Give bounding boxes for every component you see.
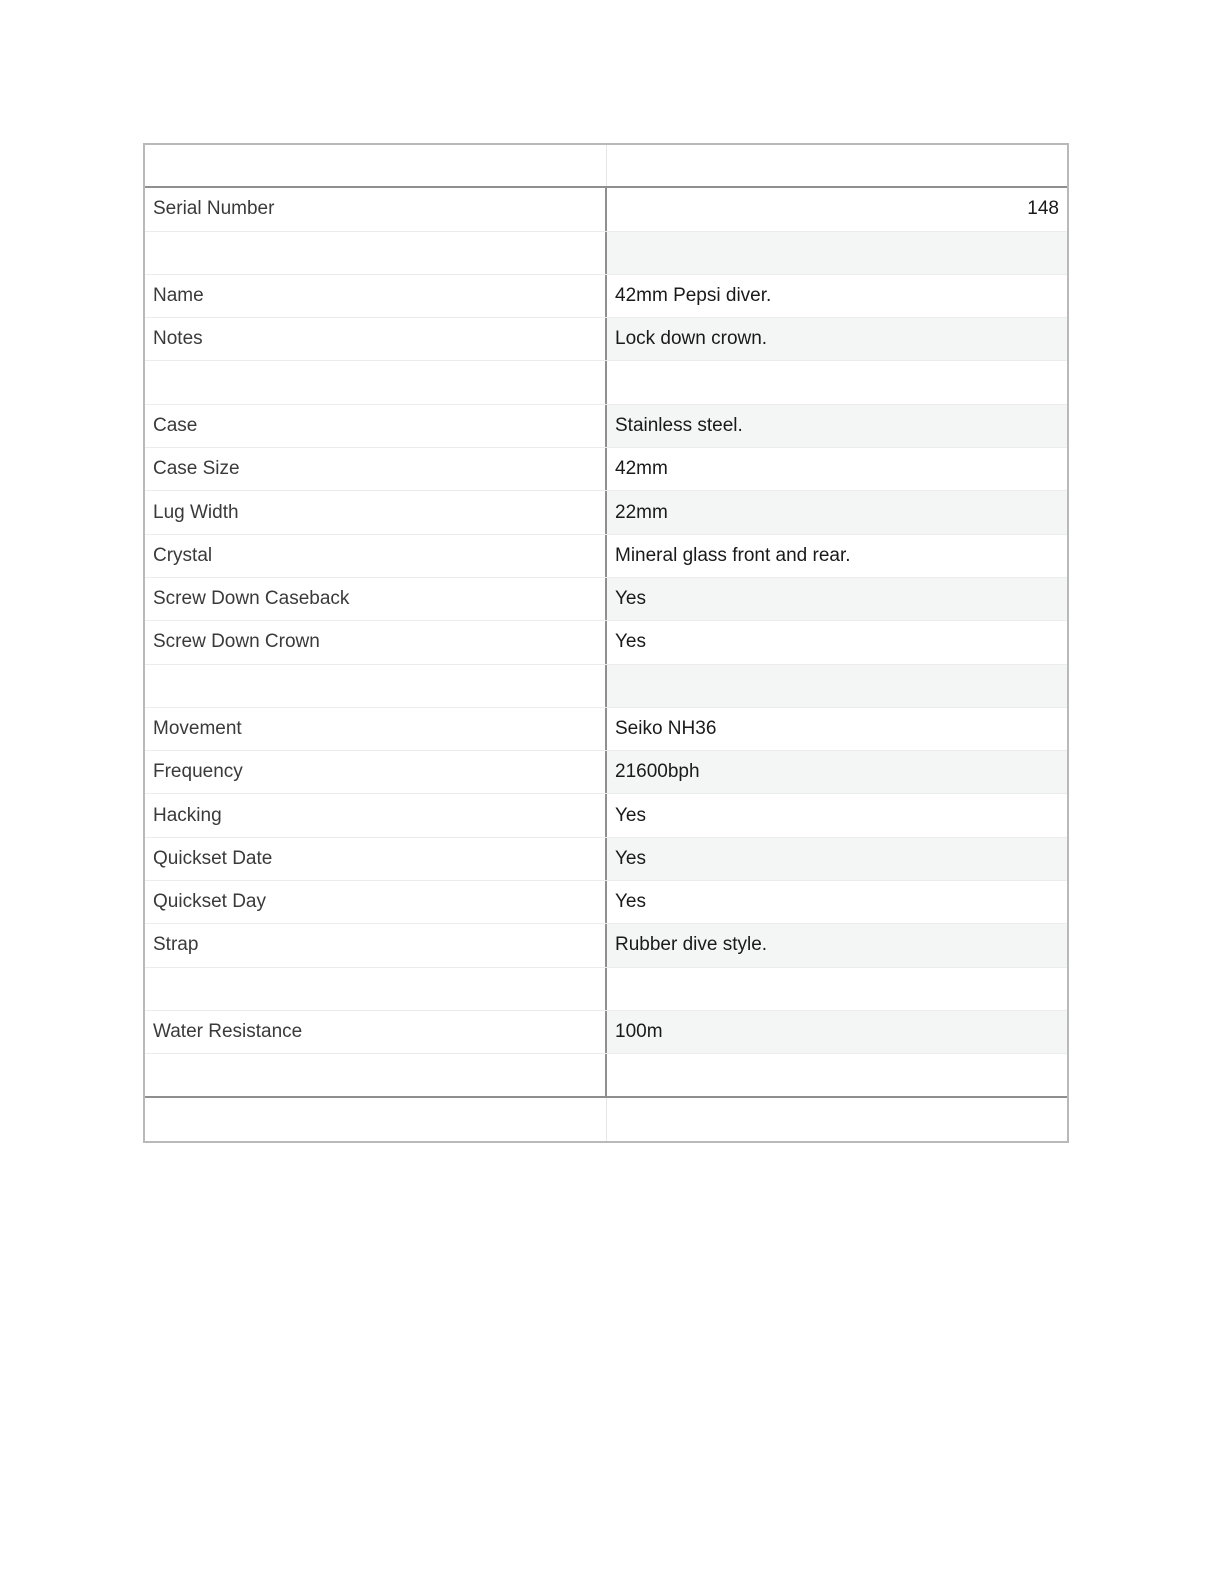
serial-number-label: Serial Number [145,188,607,230]
quickset-date-label: Quickset Date [145,838,607,880]
table-row [145,621,1067,664]
table-row [145,448,1067,491]
watch-spec-table [143,143,1069,1143]
table-row-empty [145,361,1067,404]
table-row [145,881,1067,924]
case-value: Stainless steel. [607,405,1067,447]
name-value: 42mm Pepsi diver. [615,285,772,307]
case-size-value: 42mm [615,458,668,480]
table-row [145,405,1067,448]
table-row-empty [145,968,1067,1011]
screw-down-caseback-label: Screw Down Caseback [145,578,607,620]
hacking-value: Yes [615,804,646,826]
table-footer-row [145,1098,1067,1141]
table-header-row [145,145,1067,188]
header-cell-left [145,145,607,186]
movement-label: Movement [145,708,607,750]
screw-down-crown-value: Yes [615,631,646,653]
lug-width-value: 22mm [607,491,1067,533]
footer-cell-right [607,1098,1067,1141]
water-resistance-value: 100m [607,1011,1067,1053]
table-row [145,794,1067,837]
name-label: Name [145,275,607,317]
strap-value: Rubber dive style. [607,924,1067,966]
movement-value: Seiko NH36 [615,718,717,739]
screw-down-crown-label: Screw Down Crown [145,621,607,663]
table-row [145,1011,1067,1054]
water-resistance-label: Water Resistance [145,1011,607,1053]
table-row-empty [145,232,1067,275]
serial-number-value: 148 [1027,198,1059,220]
notes-value: Lock down crown. [607,318,1067,360]
footer-cell-left [145,1098,607,1141]
quickset-day-value: Yes [615,891,646,913]
crystal-value: Mineral glass front and rear. [615,544,851,566]
table-row [145,924,1067,967]
quickset-date-value: Yes [607,838,1067,880]
table-row [145,188,1067,231]
table-row [145,708,1067,751]
table-row [145,535,1067,578]
screw-down-caseback-value: Yes [607,578,1067,620]
table-row-empty [145,1054,1067,1097]
hacking-label: Hacking [145,794,607,836]
table-row [145,578,1067,621]
header-cell-right [607,145,1067,186]
case-label: Case [145,405,607,447]
table-row [145,491,1067,534]
table-row [145,318,1067,361]
table-row [145,751,1067,794]
notes-label: Notes [145,318,607,360]
crystal-label: Crystal [145,535,607,577]
frequency-label: Frequency [145,751,607,793]
quickset-day-label: Quickset Day [145,881,607,923]
table-row [145,275,1067,318]
table-row [145,838,1067,881]
case-size-label: Case Size [145,448,607,490]
strap-label: Strap [145,924,607,966]
lug-width-label: Lug Width [145,491,607,533]
table-row-empty [145,665,1067,708]
frequency-value: 21600bph [607,751,1067,793]
